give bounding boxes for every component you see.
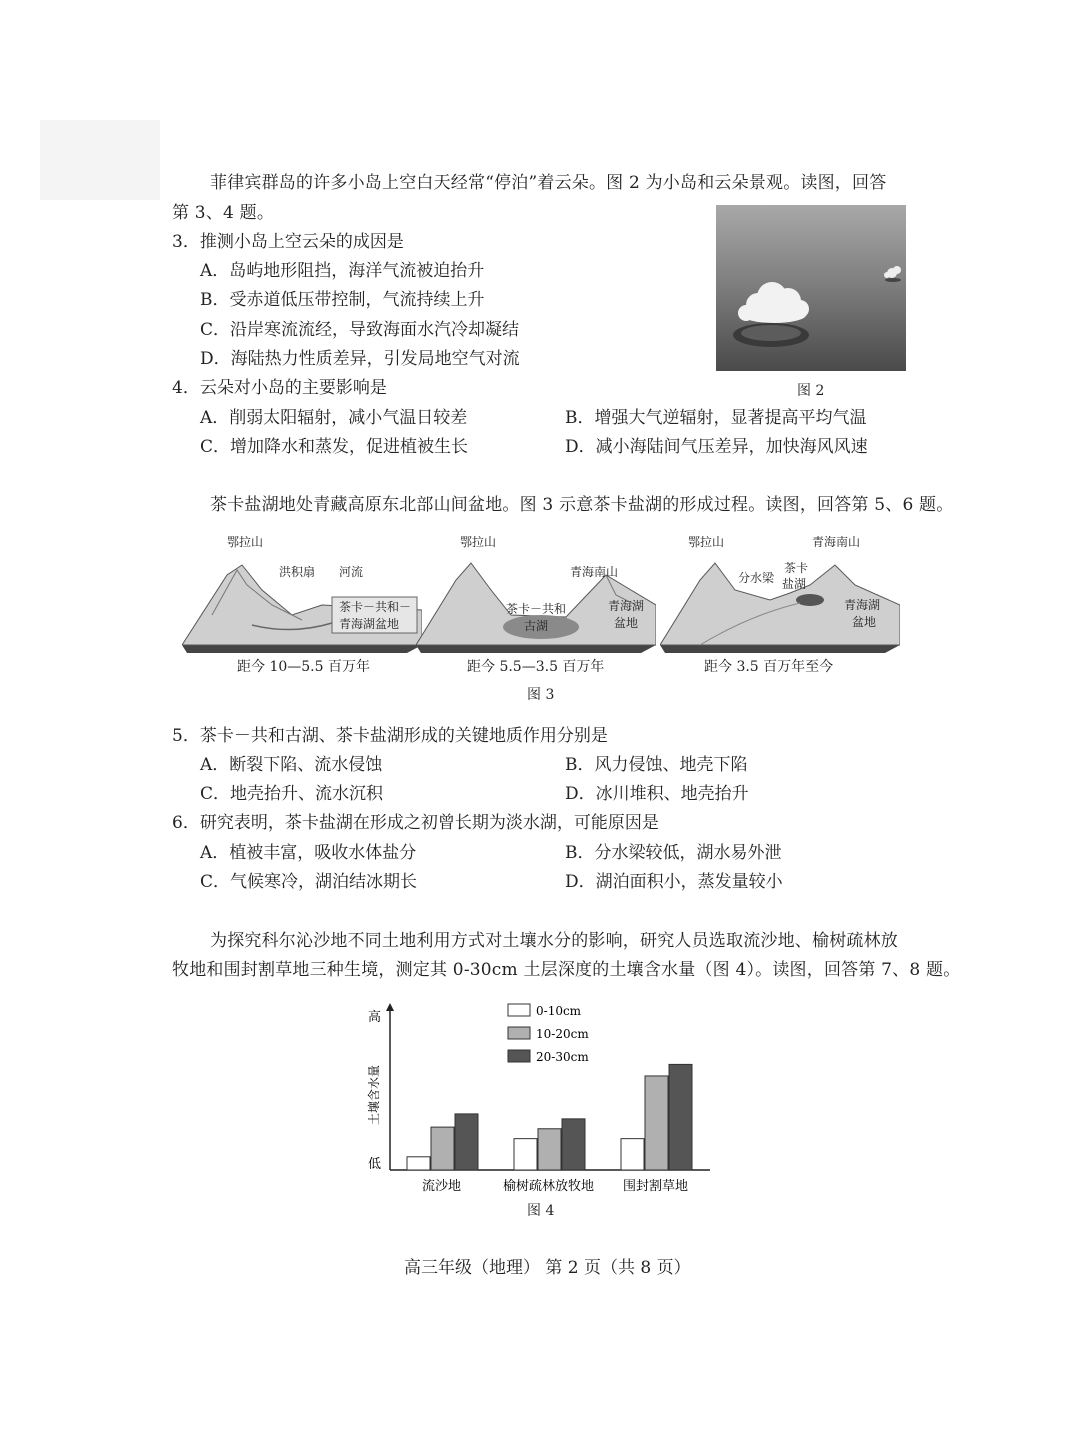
soil-moisture-chart-svg xyxy=(360,1000,730,1200)
q3-option-a: A．岛屿地形阻挡，海洋气流被迫抬升 xyxy=(200,261,485,281)
fig3-panel-3-caption: 距今 3.5 百万年至今 xyxy=(704,659,834,675)
q6-option-a: A．植被丰富，吸收水体盐分 xyxy=(200,843,417,863)
y-axis-title: 土壤含水量 xyxy=(367,1064,381,1126)
question-6: 6．研究表明，茶卡盐湖在形成之初曾长期为淡水湖，可能原因是 xyxy=(172,813,659,833)
legend-label-0: 0-10cm xyxy=(536,1004,582,1018)
fig3-p2-label-qinghaihu: 青海湖 xyxy=(608,599,645,613)
q78-intro-line2: 牧地和围封割草地三种生境，测定其 0-30cm 土层深度的土壤含水量（图 4）。读图，回答第 7、8 题。 xyxy=(172,960,961,980)
fig3-p3-label-chaka: 茶卡 xyxy=(784,561,809,575)
figure-2-caption: 图 2 xyxy=(797,383,825,399)
island-cloud-photo xyxy=(716,205,906,371)
fig3-panel-2 xyxy=(416,535,656,655)
q6-option-c: C．气候寒冷，湖泊结冰期长 xyxy=(200,872,418,892)
fig3-p3-label-qinghaihu: 青海湖 xyxy=(844,598,881,612)
bar-0-0 xyxy=(407,1157,430,1170)
q3-option-d: D．海陆热力性质差异，引发局地空气对流 xyxy=(200,349,520,369)
legend-swatch-0 xyxy=(508,1004,530,1016)
q34-intro-line2: 第 3、4 题。 xyxy=(172,203,275,223)
bar-2-1 xyxy=(645,1076,668,1170)
soil-moisture-chart xyxy=(360,1000,730,1200)
legend-label-1: 10-20cm xyxy=(536,1027,589,1041)
q4-option-b: B．增强大气逆辐射，显著提高平均气温 xyxy=(565,408,867,428)
island-cloud-illustration xyxy=(716,205,906,371)
fig3-p3-label-elashan: 鄂拉山 xyxy=(688,535,725,549)
q56-intro: 茶卡盐湖地处青藏高原东北部山间盆地。图 3 示意茶卡盐湖的形成过程。读图，回答第 5、6 题。 xyxy=(210,495,954,515)
fig3-p3-label-basin: 盆地 xyxy=(852,615,877,629)
fig3-p1-label-river: 河流 xyxy=(339,565,364,579)
bar-2-2 xyxy=(669,1064,692,1170)
fig3-panel-1 xyxy=(182,535,422,655)
q5-option-c: C．地壳抬升、流水沉积 xyxy=(200,784,384,804)
category-label-2: 围封割草地 xyxy=(622,1179,689,1194)
category-label-1: 榆树疏林放牧地 xyxy=(502,1179,595,1194)
q3-option-c: C．沿岸寒流流经，导致海面水汽冷却凝结 xyxy=(200,320,520,340)
q34-intro-line1: 菲律宾群岛的许多小岛上空白天经常“停泊”着云朵。图 2 为小岛和云朵景观。读图，回答 xyxy=(210,173,887,193)
bar-0-1 xyxy=(431,1127,454,1170)
question-4: 4．云朵对小岛的主要影响是 xyxy=(172,378,387,398)
figure-4-caption: 图 4 xyxy=(527,1203,555,1219)
q4-option-d: D．减小海陆间气压差异，加快海风风速 xyxy=(565,437,868,457)
fig3-p1-label-alluvial-fan: 洪积扇 xyxy=(279,565,316,579)
q78-intro-line1: 为探究科尔沁沙地不同土地利用方式对土壤水分的影响，研究人员选取流沙地、榆树疏林放 xyxy=(210,931,898,951)
fig3-panel-3 xyxy=(660,535,900,655)
fig3-p2-label-qinghainanshan: 青海南山 xyxy=(570,565,619,579)
fig3-p3-label-qinghainanshan: 青海南山 xyxy=(812,535,861,549)
bar-1-0 xyxy=(514,1139,537,1170)
bar-2-0 xyxy=(621,1139,644,1170)
q5-option-d: D．冰川堆积、地壳抬升 xyxy=(565,784,749,804)
category-label-0: 流沙地 xyxy=(421,1179,462,1194)
q5-option-b: B．风力侵蚀、地壳下陷 xyxy=(565,755,748,775)
fig3-p2-label-basin: 盆地 xyxy=(614,616,639,630)
legend-label-2: 20-30cm xyxy=(536,1050,589,1064)
question-3: 3．推测小岛上空云朵的成因是 xyxy=(172,232,404,252)
scan-smudge xyxy=(40,120,160,200)
y-axis-high-label: 高 xyxy=(368,1010,382,1025)
fig3-p2-label-elashan: 鄂拉山 xyxy=(460,535,497,549)
q3-option-b: B．受赤道低压带控制，气流持续上升 xyxy=(200,290,485,310)
bar-1-1 xyxy=(538,1129,561,1170)
fig3-p2-label-ancient-lake-2: 古湖 xyxy=(524,619,549,633)
legend-swatch-2 xyxy=(508,1050,530,1062)
fig3-p2-label-ancient-lake-1: 茶卡－共和 xyxy=(506,602,567,616)
question-5: 5．茶卡－共和古湖、茶卡盐湖形成的关键地质作用分别是 xyxy=(172,726,608,746)
fig3-panel-2-caption: 距今 5.5—3.5 百万年 xyxy=(467,659,605,675)
q5-option-a: A．断裂下陷、流水侵蚀 xyxy=(200,755,383,775)
bar-0-2 xyxy=(455,1114,478,1170)
y-axis-low-label: 低 xyxy=(368,1157,382,1172)
q6-option-b: B．分水梁较低，湖水易外泄 xyxy=(565,843,782,863)
fig3-p1-label-basin-1: 茶卡－共和－ xyxy=(339,600,412,614)
fig3-p1-label-basin-2: 青海湖盆地 xyxy=(339,617,400,631)
bar-1-2 xyxy=(562,1119,585,1170)
q6-option-d: D．湖泊面积小，蒸发量较小 xyxy=(565,872,783,892)
fig3-p1-label-elashan: 鄂拉山 xyxy=(227,535,264,549)
q4-option-a: A．削弱太阳辐射，减小气温日较差 xyxy=(200,408,468,428)
fig3-p3-label-divide: 分水梁 xyxy=(738,571,775,585)
page-footer: 高三年级（地理） 第 2 页（共 8 页） xyxy=(404,1258,691,1278)
figure-3-caption: 图 3 xyxy=(527,687,555,703)
fig3-panel-1-caption: 距今 10—5.5 百万年 xyxy=(237,659,370,675)
legend-swatch-1 xyxy=(508,1027,530,1039)
q4-option-c: C．增加降水和蒸发，促进植被生长 xyxy=(200,437,469,457)
fig3-p3-label-saltlake: 盐湖 xyxy=(782,577,807,591)
y-axis-arrow xyxy=(386,1003,394,1011)
